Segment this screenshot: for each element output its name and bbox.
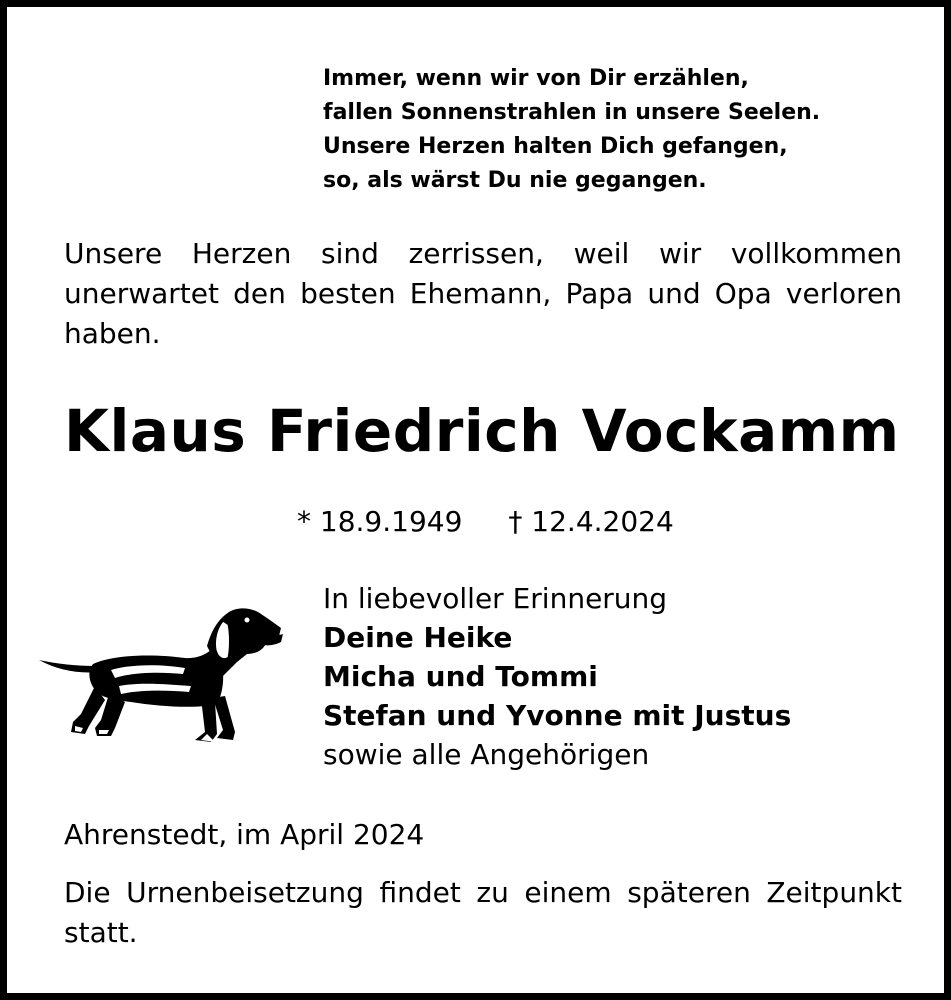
poem-line: fallen Sonnenstrahlen in unsere Seelen. — [323, 100, 821, 125]
birth-date: * 18.9.1949 — [297, 505, 463, 538]
deceased-name: Klaus Friedrich Vockamm — [64, 397, 900, 465]
poem-line: so, als wärst Du nie gegangen. — [323, 168, 707, 193]
poem — [323, 62, 820, 198]
poem-line: Unsere Herzen halten Dich gefangen, — [323, 134, 788, 159]
intro-text: Unsere Herzen sind zerrissen, weil wir vollkommen unerwartet den besten Ehemann, Papa und Opa verloren haben. — [64, 237, 902, 350]
dachshund-icon — [35, 602, 285, 747]
life-dates — [297, 502, 674, 542]
mourner-name: Stefan und Yvonne mit Justus — [323, 699, 792, 732]
burial-note: Die Urnenbeisetzung findet zu einem späteren Zeitpunkt statt. — [64, 876, 902, 949]
poem-line: Immer, wenn wir von Dir erzählen, — [323, 66, 749, 91]
mourners-list — [323, 579, 791, 774]
mourners-closing: sowie alle Angehörigen — [323, 738, 650, 771]
mourner-name: Micha und Tommi — [323, 660, 598, 693]
mourners-intro: In liebevoller Erinnerung — [323, 582, 668, 615]
mourner-name: Deine Heike — [323, 621, 513, 654]
place-and-date: Ahrenstedt, im April 2024 — [64, 818, 425, 851]
death-date: † 12.4.2024 — [508, 505, 674, 538]
